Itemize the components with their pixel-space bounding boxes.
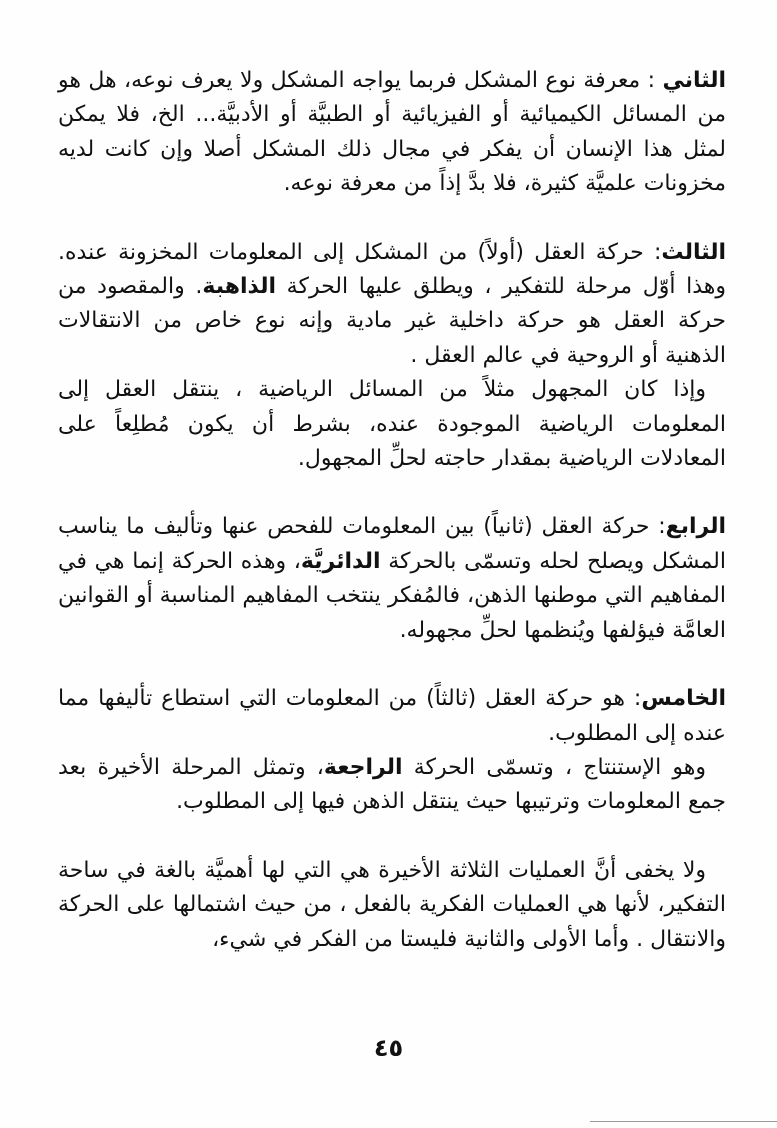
paragraph-text: وإذا كان المجهول مثلاً من المسائل الرياضية ، ينتقل العقل إلى المعلومات الرياضية الموجودة عنده، بشرط أن يكون مُطلِعاً على المعادلات الرياضية بمقدار حاجته لحلِّ المجهول. xyxy=(58,377,726,472)
keyword-circular-motion: الدائريَّة xyxy=(300,548,381,574)
paragraph-text: ، وتمثل المرحلة الأخيرة بعد جمع المعلومات وترتيبها حيث ينتقل الذهن فيها إلى المطلوب. xyxy=(58,754,726,815)
paragraph-text: : حركة العقل (أولاً) من المشكل إلى المعلومات المخزونة عنده. وهذا أوّل مرحلة للتفكير ، ويطلق عليها الحركة xyxy=(58,239,726,300)
keyword-going-motion: الذاهبة xyxy=(202,274,277,300)
paragraph-math-example xyxy=(58,373,726,476)
paragraph-text: : معرفة نوع المشكل فربما يواجه المشكل ولا يعرف نوعه، هل هو من المسائل الكيميائية أو الفيزيائية أو الطبيَّة أو الأدبيَّة... الخ، فلا يمكن لمثل هذا الإنسان أن يفكر في مجال ذلك المشكل أصلا وإن كانت لديه مخزونات علميَّة كثيرة، فلا بدَّ إذاً من معرفة نوعه. xyxy=(58,68,726,197)
paragraph-second xyxy=(58,64,726,202)
page-body xyxy=(58,64,726,957)
paragraph-text: : هو حركة العقل (ثالثاً) من المعلومات التي استطاع تأليفها مما عنده إلى المطلوب. xyxy=(58,686,726,746)
keyword-returning-motion: الراجعة xyxy=(323,754,403,780)
page-number: ٤٥ xyxy=(373,1034,404,1062)
paragraph-text: : حركة العقل (ثانياً) بين المعلومات للفحص عنها وتأليف ما يناسب المشكل ويصلح لحله وتسمّى بالحركة xyxy=(58,514,726,574)
paragraph-text: ، وهذه الحركة إنما هي في المفاهيم التي موطنها الذهن، فالمُفكر ينتخب المفاهيم المناسبة أو القوانين العامَّة فيؤلفها ويُنظمها لحلِّ مجهوله. xyxy=(58,548,726,643)
paragraph-third xyxy=(58,236,726,374)
paragraph-text: . والمقصود من حركة العقل هو حركة داخلية غير مادية وإنه نوع خاص من الانتقالات الذهنية أو الروحية في عالم العقل . xyxy=(58,274,726,368)
paragraph-text: ولا يخفى أنَّ العمليات الثلاثة الأخيرة هي التي لها أهميَّة بالغة في ساحة التفكير، لأنها هي العمليات الفكرية بالفعل ، من حيث اشتمالها على الحركة والانتقال . وأما الأولى والثانية فليستا من الفكر في شيء، xyxy=(58,857,726,952)
keyword-fourth: الرابع xyxy=(665,514,726,540)
paragraph-deduction xyxy=(58,751,726,820)
paragraph-text: وهو الإستنتاج ، وتسمّى الحركة xyxy=(402,754,706,780)
keyword-fifth: الخامس xyxy=(641,686,726,712)
keyword-third: الثالث xyxy=(661,239,726,265)
keyword-second: الثاني xyxy=(662,68,726,93)
paragraph-conclusion xyxy=(58,854,726,957)
footer-divider xyxy=(590,1121,777,1122)
paragraph-fourth xyxy=(58,510,726,648)
paragraph-fifth xyxy=(58,682,726,751)
